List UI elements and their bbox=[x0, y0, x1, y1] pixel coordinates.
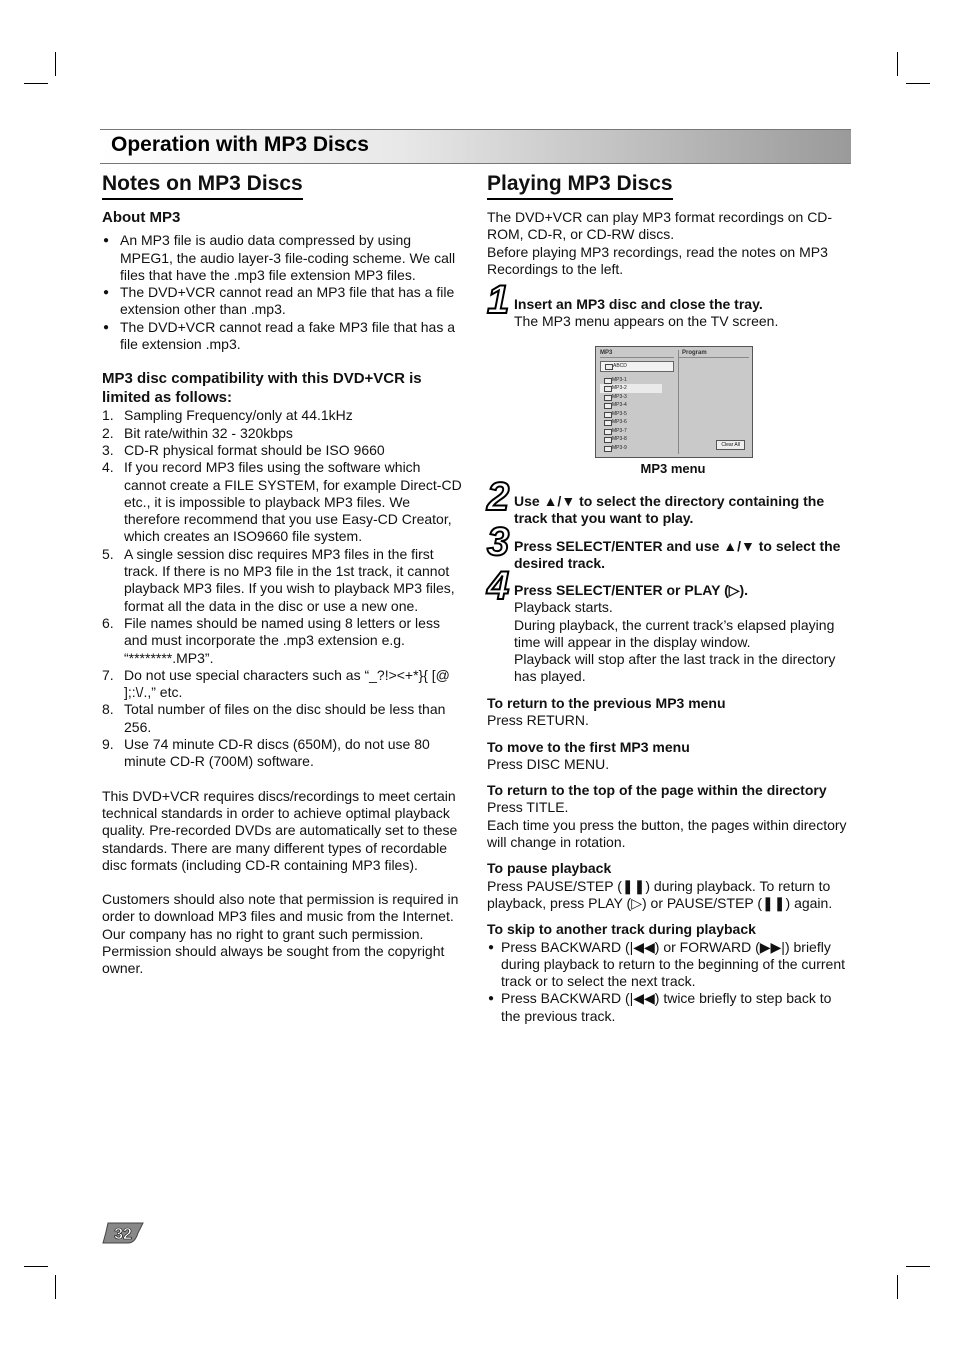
step-4 bbox=[487, 564, 849, 686]
menu-track: MP3-1 bbox=[600, 376, 674, 385]
list-text: File names should be named using 8 letters or less and must incorporate the .mp3 extension e.g. “********.MP3”. bbox=[124, 614, 440, 666]
tip-heading: To pause playback bbox=[487, 860, 612, 877]
page-number-badge bbox=[102, 1222, 144, 1244]
list-number: 4. bbox=[102, 459, 114, 476]
crop-mark bbox=[24, 1266, 48, 1267]
permission-paragraph: Customers should also note that permission is required in order to download MP3 files and music from the Internet. Our company has no right to grant such permission. Permission should always be sought from the copyright owner. bbox=[102, 891, 459, 977]
menu-track: MP3-5 bbox=[600, 410, 674, 419]
intro-block bbox=[487, 209, 849, 278]
tip-text: Press DISC MENU. bbox=[487, 755, 610, 772]
list-item bbox=[102, 736, 462, 771]
crop-mark bbox=[55, 1275, 56, 1299]
page-number: 32 bbox=[114, 1226, 132, 1243]
tip-text: Press RETURN. bbox=[487, 712, 589, 729]
menu-program-pane bbox=[678, 350, 749, 454]
menu-right-header: Program bbox=[679, 350, 749, 358]
list-number: 5. bbox=[102, 545, 114, 562]
list-item bbox=[102, 615, 462, 667]
list-number: 8. bbox=[102, 701, 114, 718]
step-number: 3 bbox=[487, 520, 508, 564]
about-list bbox=[102, 232, 462, 353]
list-number: 9. bbox=[102, 736, 114, 753]
list-item: ● The DVD+VCR cannot read an MP3 file that has a file extension other than .mp3. bbox=[102, 284, 462, 319]
step-1 bbox=[487, 278, 849, 331]
list-text: A single session disc requires MP3 files in the first track. If there is no MP3 file in the 1st track, it cannot playback MP3 files. If you wish to playback MP3 files, format all the data in the disc or use a new one. bbox=[124, 545, 455, 614]
step-number: 2 bbox=[487, 475, 508, 519]
crop-mark bbox=[897, 52, 898, 76]
crop-mark bbox=[24, 83, 48, 84]
clear-all-button: Clear All bbox=[716, 440, 745, 450]
tip-previous-menu bbox=[487, 695, 849, 730]
skip-list bbox=[487, 939, 849, 1025]
menu-left-header: MP3 bbox=[600, 350, 674, 358]
step-instruction: Press SELECT/ENTER and use ▲/▼ to select the desired track. bbox=[514, 538, 841, 572]
menu-track: MP3-3 bbox=[600, 393, 674, 402]
tip-skip bbox=[487, 921, 849, 1025]
compat-list bbox=[102, 407, 462, 770]
tip-heading: To return to the previous MP3 menu bbox=[487, 695, 726, 711]
list-item: ● Press BACKWARD (|◀◀) twice briefly to step back to the previous track. bbox=[487, 990, 849, 1025]
notes-title: Notes on MP3 Discs bbox=[102, 172, 303, 200]
step-number: 4 bbox=[487, 564, 508, 608]
list-item bbox=[102, 667, 462, 702]
intro-paragraph-2: Before playing MP3 recordings, read the notes on MP3 Recordings to the left. bbox=[487, 243, 828, 277]
menu-track: MP3-4 bbox=[600, 401, 674, 410]
step-instruction: Insert an MP3 disc and close the tray. bbox=[514, 296, 763, 312]
menu-track: MP3-2 bbox=[600, 384, 662, 393]
menu-track-list bbox=[600, 376, 674, 453]
list-text: Do not use special characters such as “_?!><+*}{ [@ ];:\/.,” etc. bbox=[124, 666, 450, 701]
list-item: ● Press BACKWARD (|◀◀) or FORWARD (▶▶|) briefly during playback to return to the beginning of the current track or to select the next track. bbox=[487, 939, 849, 991]
list-item bbox=[102, 425, 462, 442]
step-instruction: Press SELECT/ENTER or PLAY (▷). bbox=[514, 582, 749, 598]
list-number: 1. bbox=[102, 407, 114, 424]
step-text: The MP3 menu appears on the TV screen. bbox=[514, 313, 779, 330]
intro-paragraph-1: The DVD+VCR can play MP3 format recordings on CD-ROM, CD-R, or CD-RW discs. bbox=[487, 209, 833, 243]
list-text: Bit rate/within 32 - 320kbps bbox=[124, 424, 293, 441]
step-3 bbox=[487, 520, 849, 573]
tip-top-of-page bbox=[487, 782, 849, 851]
list-item bbox=[102, 701, 462, 736]
list-text: If you record MP3 files using the software which cannot create a FILE SYSTEM, for example Direct-CD etc., it is impossible to playback MP3 files. We therefore recommend that you use Easy-CD Creator, which creates an ISO9660 file system. bbox=[124, 459, 462, 545]
step-number: 1 bbox=[487, 278, 508, 322]
tip-first-menu bbox=[487, 739, 849, 774]
list-text: Total number of files on the disc should be less than 256. bbox=[124, 701, 446, 735]
step-text: During playback, the current track’s elapsed playing time will appear in the display window. bbox=[514, 616, 835, 650]
mp3-menu-screenshot bbox=[595, 346, 753, 458]
compat-heading: MP3 disc compatibility with this DVD+VCR is limited as follows: bbox=[102, 370, 422, 407]
menu-directory: ABCD bbox=[600, 361, 674, 372]
menu-track: MP3-7 bbox=[600, 427, 674, 436]
list-item: ● The DVD+VCR cannot read a fake MP3 file that has a file extension .mp3. bbox=[102, 319, 462, 354]
menu-caption: MP3 menu bbox=[640, 461, 706, 476]
list-text: Use 74 minute CD-R discs (650M), do not use 80 minute CD-R (700M) software. bbox=[124, 736, 430, 770]
step-text: Playback starts. bbox=[514, 599, 613, 616]
list-item: ● An MP3 file is audio data compressed by using MPEG1, the audio layer-3 file-coding scheme. We call files that have the .mp3 file extension MP3 files. bbox=[102, 232, 462, 284]
menu-track: MP3-6 bbox=[600, 418, 674, 427]
list-item bbox=[102, 442, 462, 459]
crop-mark bbox=[897, 1275, 898, 1299]
tip-heading: To return to the top of the page within the directory bbox=[487, 782, 827, 799]
tip-heading: To skip to another track during playback bbox=[487, 921, 756, 938]
left-column bbox=[102, 209, 462, 978]
step-2 bbox=[487, 475, 849, 528]
list-number: 7. bbox=[102, 666, 114, 683]
playing-title: Playing MP3 Discs bbox=[487, 172, 673, 200]
list-item bbox=[102, 407, 462, 424]
menu-track: MP3-8 bbox=[600, 435, 674, 444]
tip-text: Press PAUSE/STEP (❚❚) during playback. To return to playback, press PLAY (▷) or PAUSE/STEP (❚❚) again. bbox=[487, 877, 833, 911]
tip-text: Press TITLE. bbox=[487, 799, 569, 816]
section-header-band bbox=[100, 129, 851, 164]
crop-mark bbox=[55, 52, 56, 76]
step-instruction: Use ▲/▼ to select the directory containing the track that you want to play. bbox=[514, 493, 825, 527]
list-item bbox=[102, 459, 462, 545]
crop-mark bbox=[906, 83, 930, 84]
list-number: 2. bbox=[102, 424, 114, 441]
menu-file-pane bbox=[600, 350, 674, 454]
tip-text: Each time you press the button, the pages within directory will change in rotation. bbox=[487, 816, 847, 851]
list-text: CD-R physical format should be ISO 9660 bbox=[124, 441, 385, 458]
list-item bbox=[102, 546, 462, 615]
about-heading: About MP3 bbox=[102, 209, 181, 226]
tips-block bbox=[487, 695, 849, 1025]
step-text: Playback will stop after the last track in the directory has played. bbox=[514, 651, 836, 685]
list-text: Sampling Frequency/only at 44.1kHz bbox=[124, 407, 353, 424]
list-number: 6. bbox=[102, 614, 114, 631]
crop-mark bbox=[906, 1266, 930, 1267]
tip-heading: To move to the first MP3 menu bbox=[487, 738, 690, 755]
menu-track: MP3-9 bbox=[600, 444, 674, 453]
page-title: Operation with MP3 Discs bbox=[111, 133, 369, 156]
tip-pause bbox=[487, 860, 849, 912]
standards-paragraph: This DVD+VCR requires discs/recordings to meet certain technical standards in order to achieve optimal playback quality. Pre-recorded DVDs are automatically set to these standards. There are many different types of recordable disc formats (including CD-R containing MP3 files). bbox=[102, 787, 458, 873]
list-number: 3. bbox=[102, 441, 114, 458]
